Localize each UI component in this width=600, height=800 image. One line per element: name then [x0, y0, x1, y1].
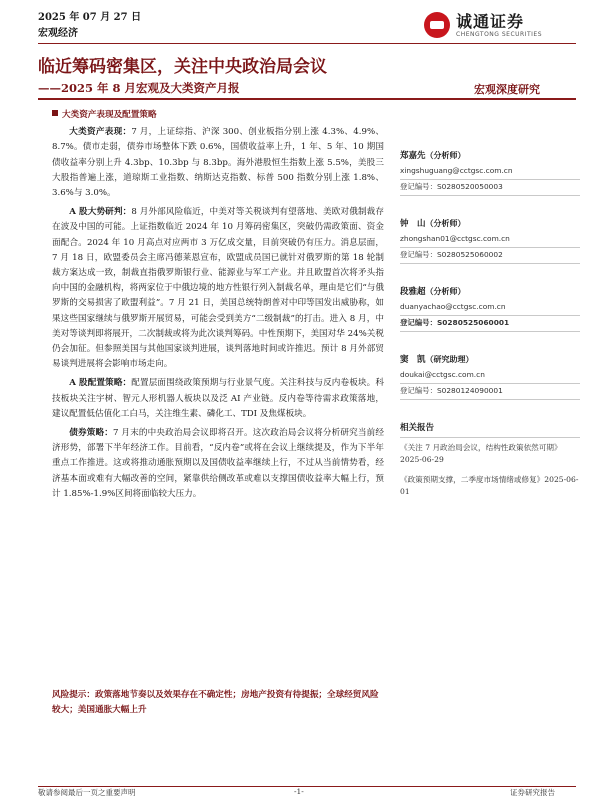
analyst-role: （分析师）: [425, 287, 466, 296]
related-reports: [400, 422, 580, 498]
analyst-card: [400, 286, 580, 332]
analyst-name: 钟 山: [400, 219, 426, 229]
analyst-role: （研究助理）: [425, 355, 474, 364]
main-column: [52, 108, 384, 506]
paragraph-lead: 大类资产表现：: [69, 127, 132, 138]
paragraph-bond-strategy: [52, 426, 384, 502]
paragraph-text: 8 月外部风险临近，中美对等关税谈判有望落地、美欧对俄制裁存在波及中国的可能。上证指数临近 2024 年 10 月筹码密集区，突破仍需政策面、资金面配合。2024 年 10 月高点对应两市 3 万亿成交量，目前突破仍有压力。消息层面，7 月 18 日，欧盟委员会主席冯德莱恩宣布，欧盟成员国已就针对俄罗斯的第 18 轮制裁方案达成一致，制裁直指俄罗斯银行业、能源业与军工产业。并且欧盟首次将矛头指向中国的金融机构，将两家位于中俄边境的地方性银行列入制裁名单，理由是它们“与俄罗斯的交易损害了欧盟利益”。7 月 21 日，美国总统特朗普对中印等国发出威胁称，如果这些国家继续与俄罗斯开展贸易，可能会受到美方“二级制裁”的打击。进入 8 月，中美对等谈判即将展开，二次制裁或将为此次谈判筹码。中性预期下，美国对华 24%关税仍会加征。但参照美国与其他国家谈判进展，谈判落地时间或许推迟。预计 8 月外部贸易谈判进展将会影响市场走向。: [52, 207, 385, 370]
analyst-email[interactable]: zhongshan01@cctgsc.com.cn: [400, 232, 580, 248]
related-reports-title: 相关报告: [400, 422, 580, 438]
analyst-email[interactable]: duanyachao@cctgsc.com.cn: [400, 300, 580, 316]
paragraph-text: 7 月末的中央政治局会议即将召开。这次政治局会议将分析研究当前经济形势，部署下半年经济工作。目前看，“反内卷”或将在会议上继续提及，作为下半年重点工作推进。这或将推动通胀预期以及国债收益率继续上行，不过从当前情势看，经济基本面或难有大幅改善的空间，紧靠供给侧改革或难以支撑国债收益率大幅上行，预计 1.85%-1.9%区间将面临较大压力。: [52, 428, 384, 499]
footer-disclaimer: 敬请参阅最后一页之重要声明: [38, 788, 136, 797]
paragraph-text: 配置层面围绕政策预期与行业景气度。关注科技与反内卷板块。科技板块关注宇树、智元人形机器人板块以及泛 AI 产业链。反内卷等待需求政策落地，建议配置低估值化工白马，关注维生素、磷化工、TDI 及焦煤板块。: [52, 378, 384, 419]
logo-mark-icon: [424, 12, 450, 38]
analyst-license: 登记编号：S0280525060001: [400, 316, 580, 332]
company-logo: [424, 8, 574, 42]
paragraph-lead: 债券策略：: [69, 428, 113, 439]
section-heading: [52, 108, 384, 123]
analyst-role: （分析师）: [425, 219, 466, 228]
title-divider: [38, 98, 576, 100]
report-category: 宏观经济: [38, 28, 78, 39]
top-divider: [38, 43, 576, 44]
report-type: 宏观深度研究: [474, 83, 540, 96]
analyst-card: [400, 150, 580, 196]
footer-doc-type: 证券研究报告: [510, 788, 555, 797]
paragraph-allocation-strategy: [52, 376, 384, 422]
related-report-link[interactable]: 《政策预期支撑，二季度市场情绪或修复》2025-06-01: [400, 475, 579, 496]
analyst-name: 段雅超: [400, 287, 426, 297]
analyst-role: （分析师）: [425, 151, 466, 160]
paragraph-market-outlook: [52, 205, 384, 372]
analyst-card: [400, 354, 580, 400]
analyst-license: 登记编号：S0280525060002: [400, 248, 580, 264]
logo-name-en: CHENGTONG SECURITIES: [456, 30, 543, 38]
analyst-license: 登记编号：S0280520050003: [400, 180, 580, 196]
paragraph-lead: A 股配置策略：: [69, 378, 132, 389]
sidebar: [400, 150, 580, 506]
analyst-email[interactable]: xingshuguang@cctgsc.com.cn: [400, 164, 580, 180]
report-title: 临近筹码密集区，关注中央政治局会议: [38, 57, 327, 77]
section-title: 大类资产表现及配置策略: [62, 110, 157, 120]
report-date: 2025 年 07 月 27 日: [38, 12, 142, 23]
risk-warning: 风险提示：政策落地节奏以及效果存在不确定性；房地产投资有待提振；全球经贸风险较大；美国通胀大幅上升: [52, 690, 379, 716]
page-number: -1-: [294, 787, 304, 796]
paragraph-text: 7 月，上证综指、沪深 300、创业板指分别上涨 4.3%、4.9%、8.7%。债市走弱，债券市场整体下跌 0.6%，国债收益率上升，1 年、5 年、10 期国债收益率分别上升 4.3bp、10.3bp 与 8.3bp。海外港股恒生指数上涨 5.5%，美股三大股指普遍上涨，道琼斯工业指数、纳斯达克指数、标普 500 指数分别上涨 1.8%、3.6%与 3.0%。: [52, 127, 384, 199]
analyst-license: 登记编号：S0280124090001: [400, 384, 580, 400]
paragraph-lead: A 股大势研判：: [69, 207, 132, 218]
analyst-name: 窦 凯: [400, 355, 426, 365]
analyst-card: [400, 218, 580, 264]
related-report-link[interactable]: 《关注 7 月政治局会议，结构性政策依然可期》2025-06-29: [400, 443, 562, 464]
logo-name-cn: 诚通证券: [456, 11, 525, 31]
report-subtitle: ——2025 年 8 月宏观及大类资产月报: [38, 81, 240, 95]
square-bullet-icon: [52, 110, 58, 116]
analyst-name: 郑嘉先: [400, 151, 426, 161]
analyst-email[interactable]: doukai@cctgsc.com.cn: [400, 368, 580, 384]
paragraph-asset-performance: [52, 125, 384, 201]
